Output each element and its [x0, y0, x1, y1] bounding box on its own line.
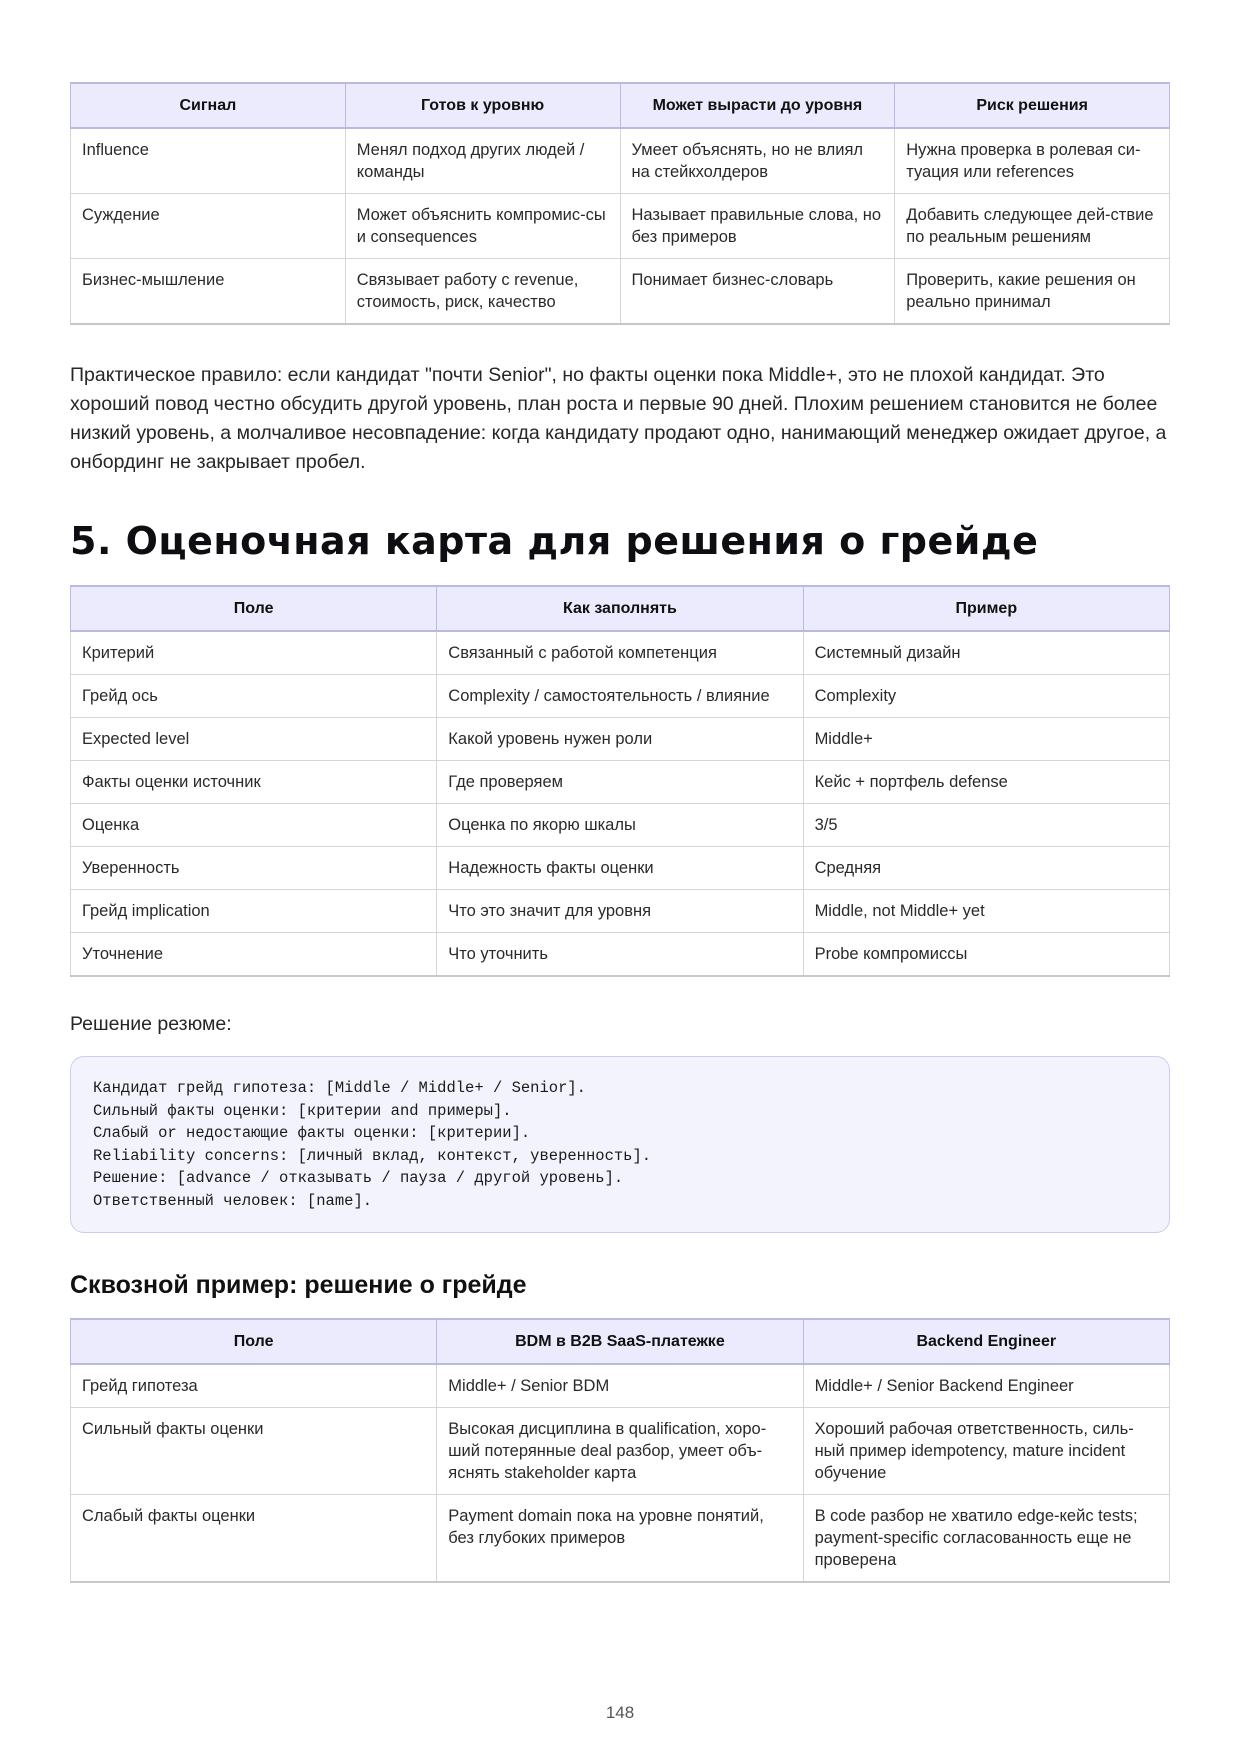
table-row — [71, 1495, 1170, 1583]
table-cell: Добавить следующее дей-ствие по реальным решениям — [895, 194, 1170, 259]
table-header-cell: Готов к уровню — [345, 83, 620, 128]
section-title: 5. Оценочная карта для решения о грейде — [70, 519, 1039, 563]
resume-label: Решение резюме: — [70, 1013, 232, 1035]
table-cell: Уточнение — [71, 933, 437, 977]
table-header-row — [71, 83, 1170, 128]
table-cell: Грейд гипотеза — [71, 1364, 437, 1408]
table-cell: Кейс + портфель defense — [803, 761, 1169, 804]
table-cell: Нужна проверка в ролевая си-туация или references — [895, 128, 1170, 194]
table-cell: Что это значит для уровня — [437, 890, 803, 933]
table-cell: Что уточнить — [437, 933, 803, 977]
practical-rule-paragraph: Практическое правило: если кандидат "почти Senior", но факты оценки пока Middle+, это не плохой кандидат. Это хороший повод честно обсудить другой уровень, план роста и первые 90 дней. Плохим решением становится не более низкий уровень, а молчаливое несовпадение: когда кандидату продают одно, нанимающий менеджер ожидает другое, а онбординг не закрывает пробел. — [70, 364, 1167, 473]
page-number: 148 — [605, 1703, 635, 1722]
table-cell: Где проверяем — [437, 761, 803, 804]
table-row — [71, 804, 1170, 847]
table-row — [71, 847, 1170, 890]
table-row — [71, 718, 1170, 761]
table-header-cell: Как заполнять — [437, 586, 803, 631]
table-cell: Грейд implication — [71, 890, 437, 933]
table-cell: Complexity — [803, 675, 1169, 718]
table-cell: Связанный с работой компетенция — [437, 631, 803, 675]
table-row — [71, 259, 1170, 325]
table-cell: Средняя — [803, 847, 1169, 890]
table-cell: Называет правильные слова, но без примеров — [620, 194, 895, 259]
table-cell: Middle+ / Senior Backend Engineer — [803, 1364, 1169, 1408]
table-cell: Критерий — [71, 631, 437, 675]
code-line: Ответственный человек: [name]. — [93, 1191, 373, 1210]
table-cell: Middle+ — [803, 718, 1169, 761]
table-cell: Понимает бизнес-словарь — [620, 259, 895, 325]
table-cell: Суждение — [71, 194, 346, 259]
table-cell: Проверить, какие решения он реально принимал — [895, 259, 1170, 325]
table-row — [71, 1364, 1170, 1408]
table-cell: Какой уровень нужен роли — [437, 718, 803, 761]
table-header-cell: Backend Engineer — [803, 1319, 1169, 1364]
table-cell: В code разбор не хватило edge-кейс tests; payment-specific согласованность еще не проверена — [803, 1495, 1169, 1583]
table-cell: Связывает работу с revenue, стоимость, риск, качество — [345, 259, 620, 325]
table-cell: Менял подход других людей / команды — [345, 128, 620, 194]
table-header-cell: Может вырасти до уровня — [620, 83, 895, 128]
table-cell: Надежность факты оценки — [437, 847, 803, 890]
table-header-cell: Пример — [803, 586, 1169, 631]
table-cell: Сильный факты оценки — [71, 1408, 437, 1495]
table-cell: Middle, not Middle+ yet — [803, 890, 1169, 933]
table-cell: Системный дизайн — [803, 631, 1169, 675]
code-line: Reliability concerns: [личный вклад, контекст, уверенность]. — [93, 1146, 652, 1165]
table-header-cell: Поле — [71, 1319, 437, 1364]
table-header-row — [71, 586, 1170, 631]
table-cell: Хороший рабочая ответственность, силь-ный пример idempotency, mature incident обучение — [803, 1408, 1169, 1495]
table-row — [71, 933, 1170, 977]
table-header-cell: Сигнал — [71, 83, 346, 128]
code-line: Слабый or недостающие факты оценки: [критерии]. — [93, 1124, 531, 1142]
table-cell: Может объяснить компромис-сы и consequences — [345, 194, 620, 259]
table-cell: Expected level — [71, 718, 437, 761]
code-line: Решение: [advance / отказывать / пауза / другой уровень]. — [93, 1169, 624, 1187]
table-header-row — [71, 1319, 1170, 1364]
table-cell: Middle+ / Senior BDM — [437, 1364, 803, 1408]
resume-code-block — [70, 1056, 1170, 1233]
table-cell: Умеет объяснять, но не влиял на стейкхолдеров — [620, 128, 895, 194]
subsection-title: Сквозной пример: решение о грейде — [70, 1271, 527, 1299]
table-cell: Оценка — [71, 804, 437, 847]
table-row — [71, 890, 1170, 933]
table-cell: Оценка по якорю шкалы — [437, 804, 803, 847]
example-table — [70, 1318, 1170, 1583]
table-row — [71, 194, 1170, 259]
table-cell: Payment domain пока на уровне понятий, без глубоких примеров — [437, 1495, 803, 1583]
table-cell: Influence — [71, 128, 346, 194]
table-row — [71, 631, 1170, 675]
table-cell: Probe компромиссы — [803, 933, 1169, 977]
table-row — [71, 128, 1170, 194]
table-cell: Грейд ось — [71, 675, 437, 718]
table-row — [71, 675, 1170, 718]
table-row — [71, 761, 1170, 804]
page — [70, 82, 1170, 1583]
table-cell: Факты оценки источник — [71, 761, 437, 804]
table-header-cell: Риск решения — [895, 83, 1170, 128]
code-line: Кандидат грейд гипотеза: [Middle / Middle+ / Senior]. — [93, 1079, 586, 1097]
signals-table — [70, 82, 1170, 325]
code-line: Сильный факты оценки: [критерии and примеры]. — [93, 1101, 512, 1120]
table-header-cell: Поле — [71, 586, 437, 631]
table-cell: Высокая дисциплина в qualification, хоро-ший потерянные deal разбор, умеет объ-яснять stakeholder карта — [437, 1408, 803, 1495]
table-header-cell: BDM в B2B SaaS-платежке — [437, 1319, 803, 1364]
table-cell: Бизнес-мышление — [71, 259, 346, 325]
table-cell: Уверенность — [71, 847, 437, 890]
table-cell: 3/5 — [803, 804, 1169, 847]
table-cell: Слабый факты оценки — [71, 1495, 437, 1583]
scorecard-table — [70, 585, 1170, 977]
table-row — [71, 1408, 1170, 1495]
table-cell: Complexity / самостоятельность / влияние — [437, 675, 803, 718]
